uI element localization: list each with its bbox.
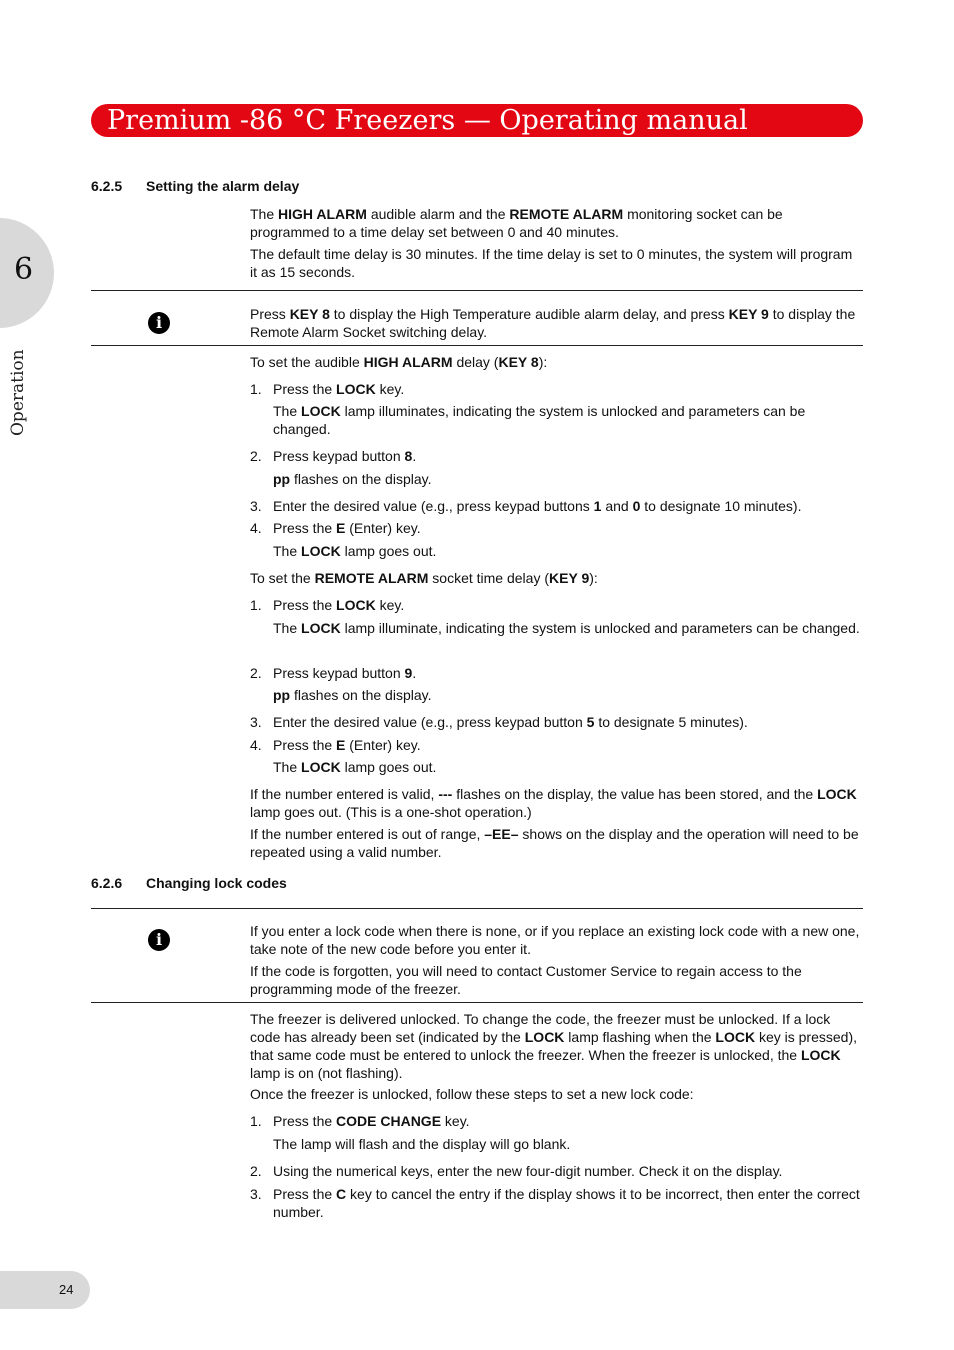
list-number: 3. bbox=[250, 714, 262, 730]
list-subtext: The lamp will flash and the display will go blank. bbox=[273, 1136, 571, 1152]
info-icon: i bbox=[148, 312, 170, 334]
header-banner bbox=[91, 104, 863, 137]
list-subtext: The LOCK lamp illuminates, indicating the system is unlocked and parameters can be changed. bbox=[273, 403, 806, 437]
manual-title: Premium -86 °C Freezers — Operating manual bbox=[107, 105, 748, 136]
list-text: Press the CODE CHANGE key. bbox=[273, 1113, 470, 1129]
list-subtext: The LOCK lamp goes out. bbox=[273, 759, 437, 775]
paragraph: If the number entered is out of range, –EE– shows on the display and the operation will need to be repeated using a valid number. bbox=[250, 826, 859, 860]
paragraph: The HIGH ALARM audible alarm and the REMOTE ALARM monitoring socket can be programmed to a time delay set between 0 and 40 minutes. bbox=[250, 206, 783, 240]
paragraph: The default time delay is 30 minutes. If the time delay is set to 0 minutes, the system will program it as 15 seconds. bbox=[250, 246, 853, 280]
divider bbox=[91, 1002, 863, 1003]
list-text: Press the E (Enter) key. bbox=[273, 737, 421, 753]
info-icon: i bbox=[148, 929, 170, 951]
note-text: Press KEY 8 to display the High Temperature audible alarm delay, and press KEY 9 to display the Remote Alarm Socket switching delay. bbox=[250, 306, 856, 340]
list-text: Press keypad button 9. bbox=[273, 665, 417, 681]
list-number: 4. bbox=[250, 520, 262, 536]
paragraph: To set the audible HIGH ALARM delay (KEY 8): bbox=[250, 354, 548, 370]
list-subtext: pp flashes on the display. bbox=[273, 687, 432, 703]
section-title: Setting the alarm delay bbox=[146, 178, 300, 194]
list-text: Press the C key to cancel the entry if the display shows it to be incorrect, then enter the correct number. bbox=[273, 1186, 860, 1220]
paragraph: The freezer is delivered unlocked. To change the code, the freezer must be unlocked. If a lock code has already been set (indicated by the LOCK lamp flashing when the LOCK key is pressed), that same code must be entered to unlock the freezer. When the freezer is unlocked, the LOCK lamp is on (not flashing). bbox=[250, 1011, 858, 1081]
list-subtext: The LOCK lamp goes out. bbox=[273, 543, 437, 559]
list-number: 3. bbox=[250, 1186, 262, 1202]
page-number-tab bbox=[0, 1271, 90, 1309]
chapter-label: Operation bbox=[8, 349, 28, 436]
list-text: Enter the desired value (e.g., press keypad button 5 to designate 5 minutes). bbox=[273, 714, 748, 730]
list-text: Press the LOCK key. bbox=[273, 597, 405, 613]
section-title: Changing lock codes bbox=[146, 875, 287, 891]
list-text: Enter the desired value (e.g., press keypad buttons 1 and 0 to designate 10 minutes). bbox=[273, 498, 802, 514]
divider bbox=[91, 290, 863, 291]
list-number: 3. bbox=[250, 498, 262, 514]
paragraph: Once the freezer is unlocked, follow these steps to set a new lock code: bbox=[250, 1086, 694, 1102]
list-text: Press keypad button 8. bbox=[273, 448, 417, 464]
list-number: 4. bbox=[250, 737, 262, 753]
list-text: Using the numerical keys, enter the new four-digit number. Check it on the display. bbox=[273, 1163, 783, 1179]
note-text: If the code is forgotten, you will need to contact Customer Service to regain access to the programming mode of the freezer. bbox=[250, 963, 802, 997]
list-text: Press the E (Enter) key. bbox=[273, 520, 421, 536]
section-number: 6.2.5 bbox=[91, 178, 123, 194]
list-number: 1. bbox=[250, 597, 262, 613]
section-number: 6.2.6 bbox=[91, 875, 123, 891]
note-text: If you enter a lock code when there is none, or if you replace an existing lock code with a new one, take note of the new code before you enter it. bbox=[250, 923, 860, 957]
list-number: 1. bbox=[250, 381, 262, 397]
list-subtext: The LOCK lamp illuminate, indicating the system is unlocked and parameters can be changed. bbox=[273, 620, 860, 636]
list-number: 2. bbox=[250, 1163, 262, 1179]
page-number: 24 bbox=[59, 1282, 74, 1297]
paragraph: If the number entered is valid, --- flashes on the display, the value has been stored, and the LOCK lamp goes out. (This is a one-shot operation.) bbox=[250, 786, 857, 820]
list-number: 2. bbox=[250, 665, 262, 681]
list-subtext: pp flashes on the display. bbox=[273, 471, 432, 487]
chapter-number: 6 bbox=[14, 252, 34, 287]
divider bbox=[91, 345, 863, 346]
divider bbox=[91, 908, 863, 909]
paragraph: To set the REMOTE ALARM socket time delay (KEY 9): bbox=[250, 570, 598, 586]
list-text: Press the LOCK key. bbox=[273, 381, 405, 397]
section-heading-6-2-6 bbox=[91, 875, 287, 891]
list-number: 2. bbox=[250, 448, 262, 464]
list-number: 1. bbox=[250, 1113, 262, 1129]
section-heading-6-2-5 bbox=[91, 178, 299, 194]
